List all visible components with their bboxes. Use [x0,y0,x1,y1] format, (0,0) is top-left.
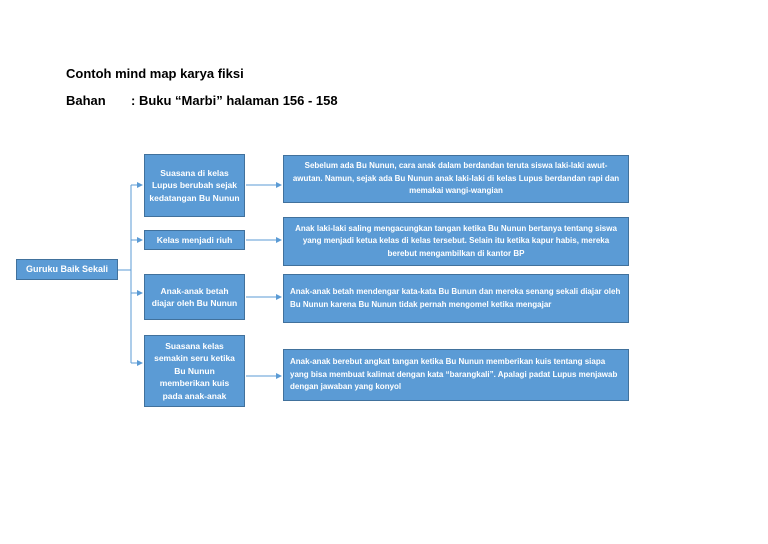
topic-node-3: Anak-anak betah diajar oleh Bu Nunun [144,274,245,320]
detail-node-2: Anak laki-laki saling mengacungkan tangan ketika Bu Nunun bertanya tentang siswa yang menjadi ketua kelas di kelas tersebut. Selain itu ketika kapur habis, mereka berebut mengambilkan di kantor BP [283,217,629,266]
detail-node-1: Sebelum ada Bu Nunun, cara anak dalam berdandan teruta siswa laki-laki awut-awutan. Namun, sejak ada Bu Nunun anak laki-laki di kelas Lupus berdandan rapi dan memakai wangi-wangian [283,155,629,203]
page-title: Contoh mind map karya fiksi [66,66,244,81]
topic-node-1: Suasana di kelas Lupus berubah sejak kedatangan Bu Nunun [144,154,245,217]
topic-node-2: Kelas menjadi riuh [144,230,245,250]
detail-node-4: Anak-anak berebut angkat tangan ketika Bu Nunun memberikan kuis tentang siapa yang bisa membuat kalimat dengan kata “barangkali”. Apalagi padat Lupus menjawab dengan jawaban yang konyol [283,349,629,401]
topic-node-4: Suasana kelas semakin seru ketika Bu Nunun memberikan kuis pada anak-anak [144,335,245,407]
source-label: Bahan [66,93,106,108]
root-node: Guruku Baik Sekali [16,259,118,280]
source-value: : Buku “Marbi” halaman 156 - 158 [131,93,338,108]
detail-node-3: Anak-anak betah mendengar kata-kata Bu Bunun dan mereka senang sekali diajar oleh Bu Nunun karena Bu Nunun tidak pernah mengomel ketika mengajar [283,274,629,323]
